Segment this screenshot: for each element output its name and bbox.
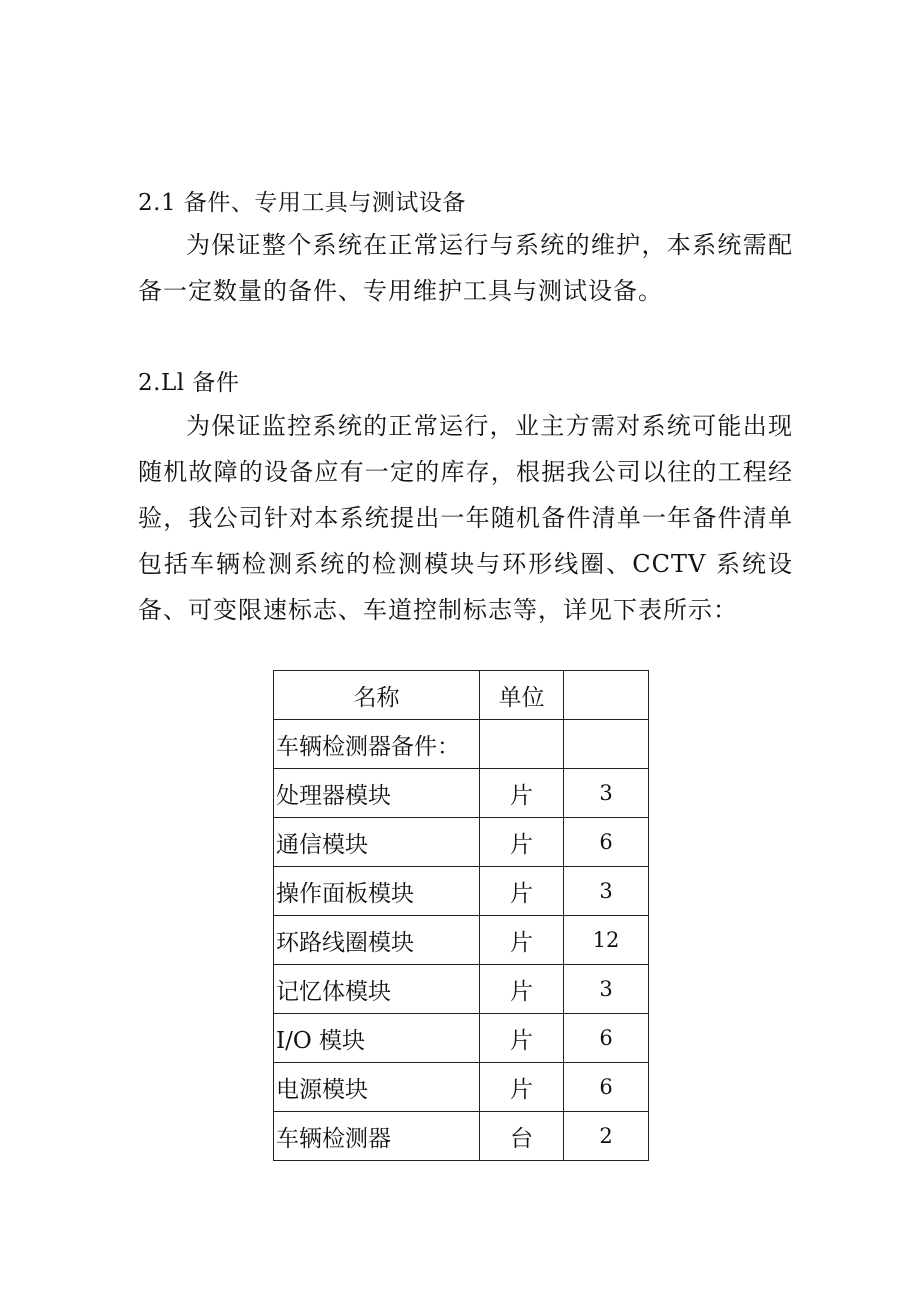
row-unit: 片 (480, 965, 564, 1014)
row-quantity: 6 (564, 1063, 649, 1112)
table-row (274, 769, 649, 818)
row-name: 车辆检测器 (274, 1112, 480, 1161)
row-name: 处理器模块 (274, 769, 480, 818)
header-name: 名称 (274, 671, 480, 720)
header-quantity (564, 671, 649, 720)
row-quantity: 3 (564, 965, 649, 1014)
table-row (274, 916, 649, 965)
row-name: 通信模块 (274, 818, 480, 867)
row-unit: 片 (480, 769, 564, 818)
table-row (274, 818, 649, 867)
row-quantity: 2 (564, 1112, 649, 1161)
header-unit: 单位 (480, 671, 564, 720)
row-quantity: 6 (564, 1014, 649, 1063)
row-unit: 片 (480, 1014, 564, 1063)
row-quantity: 3 (564, 867, 649, 916)
table-row (274, 1063, 649, 1112)
row-unit: 片 (480, 1063, 564, 1112)
table-row (274, 1014, 649, 1063)
row-quantity: 12 (564, 916, 649, 965)
detail-paragraph: 为保证监控系统的正常运行，业主方需对系统可能出现随机故障的设备应有一定的库存，根据我公司以往的工程经验，我公司针对本系统提出一年随机备件清单一年备件清单包括车辆检测系统的检测模块与环形线圈、CCTV 系统设备、可变限速标志、车道控制标志等，详见下表所示： (138, 412, 793, 624)
row-unit: 片 (480, 916, 564, 965)
row-name: I/O 模块 (274, 1014, 480, 1063)
subsection-heading: 2.Ll 备件 (138, 370, 240, 396)
row-name: 操作面板模块 (274, 867, 480, 916)
table-row (274, 1112, 649, 1161)
row-unit (480, 720, 564, 769)
intro-paragraph: 为保证整个系统在正常运行与系统的维护，本系统需配备一定数量的备件、专用维护工具与测试设备。 (138, 231, 793, 305)
section-heading: 2.1 备件、专用工具与测试设备 (138, 190, 466, 216)
spares-table (273, 670, 649, 1161)
row-quantity: 3 (564, 769, 649, 818)
row-unit: 片 (480, 818, 564, 867)
table-row (274, 867, 649, 916)
row-name: 环路线圈模块 (274, 916, 480, 965)
row-quantity: 6 (564, 818, 649, 867)
row-name: 电源模块 (274, 1063, 480, 1112)
row-name: 记忆体模块 (274, 965, 480, 1014)
row-name: 车辆检测器备件： (274, 720, 480, 769)
table-header-row (274, 671, 649, 720)
row-quantity (564, 720, 649, 769)
table-row (274, 965, 649, 1014)
row-unit: 台 (480, 1112, 564, 1161)
table-row (274, 720, 649, 769)
row-unit: 片 (480, 867, 564, 916)
